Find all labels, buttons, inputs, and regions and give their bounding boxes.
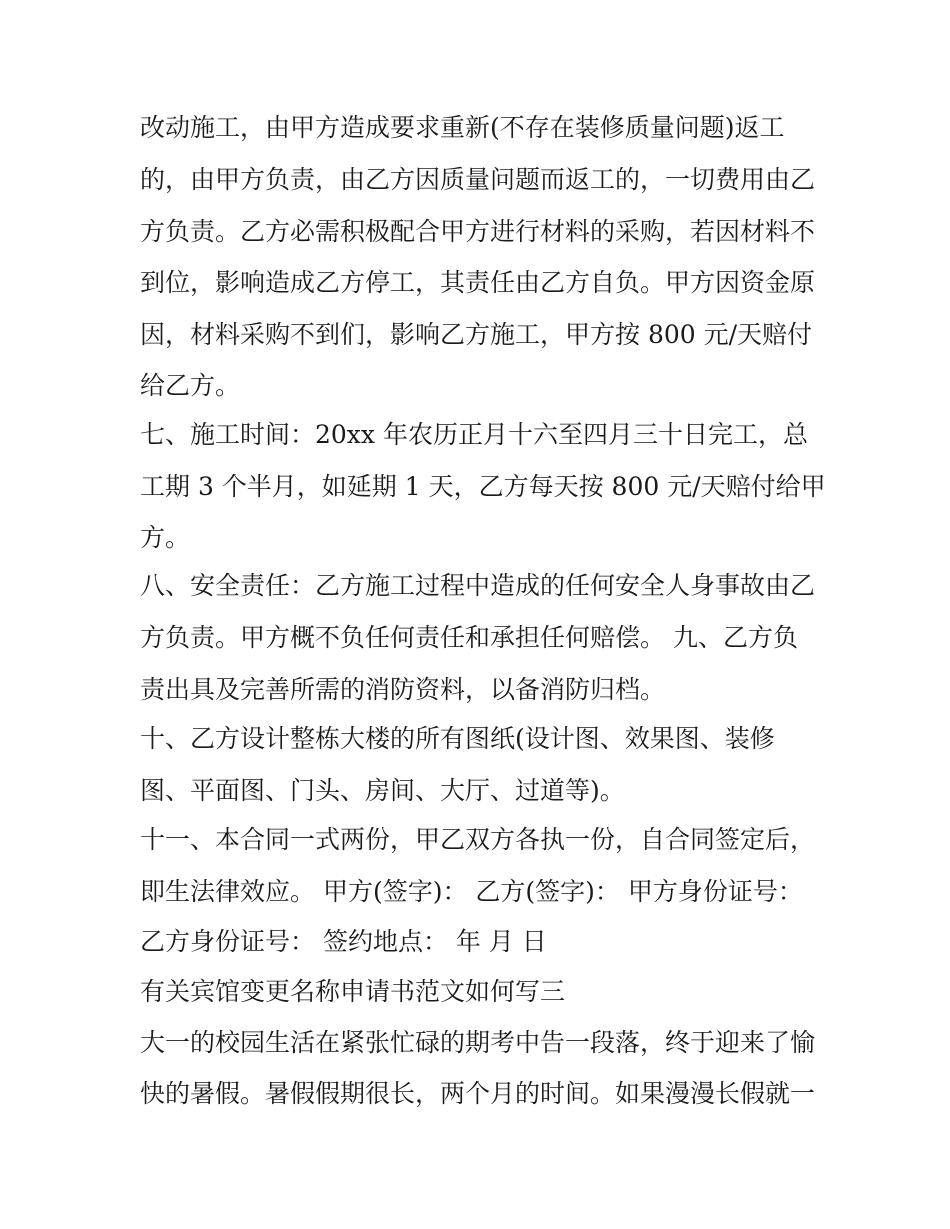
- section-8-line: 八、安全责任：乙方施工过程中造成的任何安全人身事故由乙: [140, 571, 816, 600]
- text-line: 改动施工，由甲方造成要求重新(不存在装修质量问题)返工: [140, 113, 785, 142]
- section-7-line: 七、施工时间：20xx 年农历正月十六至四月三十日完工，总: [140, 420, 808, 449]
- article-heading: 有关宾馆变更名称申请书范文如何写三: [140, 977, 566, 1006]
- signature-line: 乙方身份证号： 签约地点： 年 月 日: [140, 927, 547, 956]
- signature-line: 即生法律效应。 甲方(签字)： 乙方(签字)： 甲方身份证号：: [140, 877, 803, 906]
- text-line: 到位，影响造成乙方停工，其责任由乙方自负。甲方因资金原: [140, 268, 816, 297]
- text-line: 方负责。乙方必需积极配合甲方进行材料的采购，若因材料不: [140, 217, 816, 246]
- section-10-line: 十、乙方设计整栋大楼的所有图纸(设计图、效果图、装修: [140, 724, 775, 753]
- text-line: 方。: [140, 523, 191, 552]
- text-line: 工期 3 个半月，如延期 1 天，乙方每天按 800 元/天赔付给甲: [140, 472, 826, 501]
- text-line: 快的暑假。暑假假期很长，两个月的时间。如果漫漫长假就一: [140, 1079, 816, 1108]
- text-line: 大一的校园生活在紧张忙碌的期考中告一段落，终于迎来了愉: [140, 1028, 816, 1057]
- section-11-line: 十一、本合同一式两份，甲乙双方各执一份，自合同签定后，: [140, 825, 816, 854]
- text-line: 因，材料采购不到们，影响乙方施工，甲方按 800 元/天赔付: [140, 320, 813, 349]
- text-line: 方负责。甲方概不负任何责任和承担任何赔偿。 九、乙方负: [140, 623, 798, 652]
- text-line: 给乙方。: [140, 371, 241, 400]
- text-line: 图、平面图、门头、房间、大厅、过道等)。: [140, 776, 625, 805]
- text-line: 的，由甲方负责，由乙方因质量问题而返工的，一切费用由乙: [140, 165, 816, 194]
- text-line: 责出具及完善所需的消防资料，以备消防归档。: [140, 675, 666, 704]
